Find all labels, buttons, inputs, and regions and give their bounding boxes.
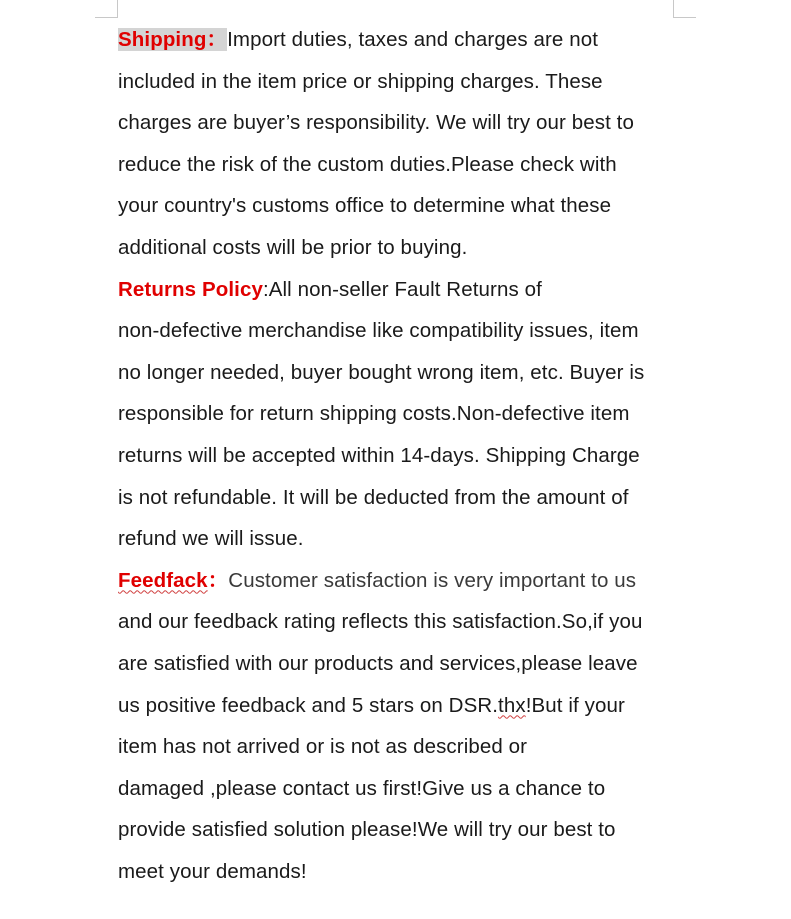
- returns-line-6: is not refundable. It will be deducted from the amount of: [118, 485, 629, 509]
- shipping-section: [118, 19, 678, 269]
- feedback-section: [118, 560, 678, 893]
- page-corner-mark-right: [673, 0, 696, 18]
- shipping-line-1: [118, 19, 678, 61]
- feedback-heading-colon: ：: [207, 568, 229, 592]
- returns-line-2: non-defective merchandise like compatibility issues, item: [118, 319, 639, 343]
- returns-line-1: [118, 269, 678, 311]
- shipping-text: Import duties, taxes and charges are not: [227, 28, 599, 51]
- shipping-line-3: charges are buyer’s responsibility. We will try our best to: [118, 111, 634, 135]
- feedback-line-8: meet your demands!: [118, 859, 307, 883]
- feedback-line-3: are satisfied with our products and services,please leave: [118, 651, 638, 675]
- shipping-heading-highlight: [118, 28, 227, 51]
- feedback-line-6: damaged ,please contact us first!Give us a chance to: [118, 776, 606, 800]
- feedback-heading: Feedfack: [118, 568, 208, 592]
- feedback-line-7: provide satisfied solution please!We will try our best to: [118, 818, 616, 842]
- shipping-heading-colon: ：: [206, 28, 228, 51]
- feedback-line-4-end: !But if your: [525, 693, 625, 717]
- shipping-line-6: additional costs will be prior to buying.: [118, 235, 468, 259]
- feedback-line-2: and our feedback rating reflects this satisfaction.So,if you: [118, 610, 643, 634]
- feedback-line-5: item has not arrived or is not as described or: [118, 735, 528, 759]
- feedback-line-4: [118, 685, 678, 727]
- returns-line-7: refund we will issue.: [118, 527, 304, 551]
- returns-line-3: no longer needed, buyer bought wrong item, etc. Buyer is: [118, 360, 645, 384]
- shipping-line-4: reduce the risk of the custom duties.Please check with: [118, 152, 617, 176]
- shipping-heading: Shipping: [118, 28, 207, 51]
- returns-heading: Returns Policy: [118, 277, 263, 301]
- feedback-thx-word: thx: [498, 693, 526, 717]
- feedback-line-1: [118, 560, 678, 602]
- document-body[interactable]: [118, 19, 678, 892]
- returns-line-5: returns will be accepted within 14-days. Shipping Charge: [118, 443, 640, 467]
- shipping-line-5: your country's customs office to determine what these: [118, 194, 612, 218]
- shipping-line-2: included in the item price or shipping charges. These: [118, 69, 603, 93]
- returns-line-4: responsible for return shipping costs.Non-defective item: [118, 402, 630, 426]
- feedback-line-4-start: us positive feedback and 5 stars on DSR.: [118, 693, 499, 717]
- feedback-text: Customer satisfaction is very important to us: [228, 568, 637, 592]
- returns-section: [118, 269, 678, 560]
- returns-text: :All non-seller Fault Returns of: [262, 277, 542, 301]
- page-corner-mark-left: [95, 0, 118, 18]
